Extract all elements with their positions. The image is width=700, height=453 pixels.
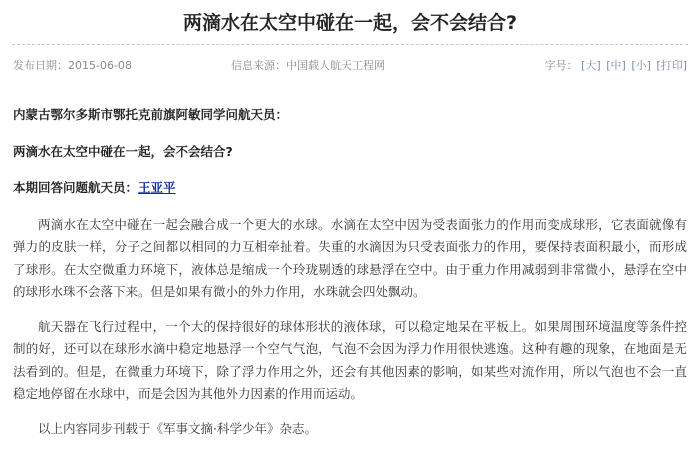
article-body (13, 104, 687, 440)
question-line: 两滴水在太空中碰在一起，会不会结合? (13, 143, 233, 159)
article-tools (545, 58, 687, 74)
font-size-large-link[interactable]: [大] (581, 59, 601, 72)
asker-line: 内蒙古鄂尔多斯市鄂托克前旗阿敏同学问航天员： (13, 107, 289, 122)
title-divider (12, 44, 688, 45)
font-size-label: 字号： (544, 59, 578, 72)
font-size-small-link[interactable]: [小] (631, 59, 651, 72)
answerer-label: 本期回答问题航天员： (13, 180, 139, 195)
body-paragraph-2: 航天器在飞行过程中，一个大的保持很好的球体形状的液体球，可以稳定地呆在平板上。如果周围环境温度等条件控制的好，还可以在球形水滴中稳定地悬浮一个空气气泡，气泡不会因为浮力作用很快逃逸。这种有趣的现象，在地面是无法看到的。但是，在微重力环境下，除了浮力作用之外，还会有其他因素的影响，如某些对流作用，所以气泡也不会一直稳定地停留在水球中，而是会因为其他外力因素的作用而运动。 (13, 318, 687, 401)
answerer-name-link[interactable]: 王亚平 (138, 180, 176, 195)
article-title: 两滴水在太空中碰在一起，会不会结合? (182, 12, 518, 34)
body-paragraph-1: 两滴水在太空中碰在一起会融合成一个更大的水球。水滴在太空中因为受表面张力的作用而变成球形，它表面就像有弹力的皮肤一样，分子之间都以相同的力互相牵扯着。失重的水滴因为只受表面张力的作用，要保持表面积最小，而形成了球形。在太空微重力环境下，液体总是缩成一个玲珑剔透的球悬浮在空中。由于重力作用减弱到非常微小，悬浮在空中的球形水珠不会落下来。但是如果有微小的外力作用，水珠就会四处飘动。 (13, 216, 687, 299)
body-paragraph-3: 以上内容同步刊载于《军事文摘·科学少年》杂志。 (38, 420, 317, 436)
info-source: 信息来源：中国载人航天工程网 (231, 59, 385, 72)
print-link[interactable]: [打印] (656, 59, 687, 72)
article-meta-bar (13, 58, 687, 74)
font-size-medium-link[interactable]: [中] (606, 59, 626, 72)
answerer-line (13, 177, 687, 200)
publish-date: 发布日期：2015-06-08 (13, 59, 132, 72)
